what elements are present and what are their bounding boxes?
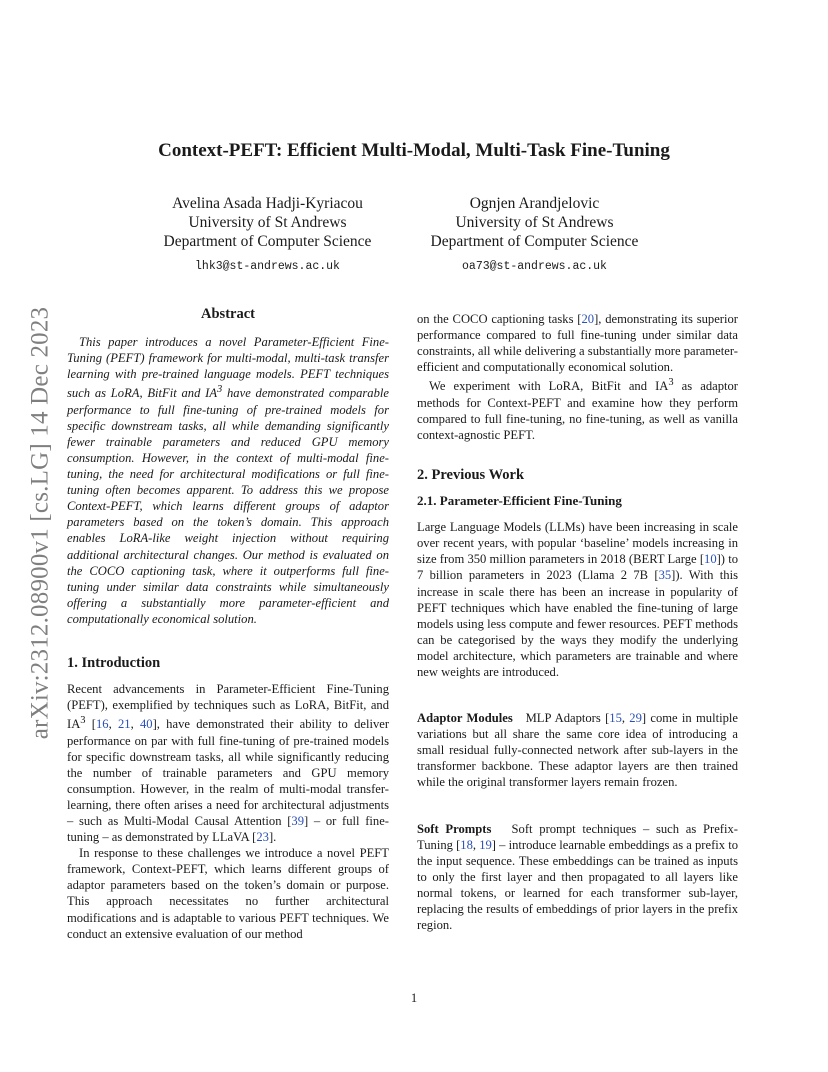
citation-link[interactable]: 23 <box>256 830 269 845</box>
author-affiliation: University of St Andrews <box>188 214 347 231</box>
author-email[interactable]: oa73@st-andrews.ac.uk <box>462 260 607 273</box>
text-run: [ <box>85 717 96 732</box>
text-run: Large Language Models (LLMs) have been increasing in scale over recent years, with popular ‘baseline’ models increasing in size from 350 million parameters in 2018 (BERT Large [ <box>417 520 738 567</box>
citation-link[interactable]: 21 <box>118 717 131 732</box>
text-run: ], have demonstrated their ability to deliver performance on par with full fine-tuning of pre-trained models for specific downstream tasks, all while significantly reducing the number of trainable parameters and GPU memory consumption. However, in the realm of multi-modal transfer-learning, there often arises a need for architectural adjustments – such as Multi-Modal Causal Attention [ <box>67 717 390 828</box>
peft-paragraph <box>417 519 738 680</box>
intro-paragraph-1: Recent advancements in Parameter-Efficient Fine-Tuning (PEFT), exemplified by techniques such as LoRA, BitFit, and $IA^3$ [16, 21, 40], have demonstrated their ability to deliver performance on par with full fine-tuning of pre-trained models for specific downstream tasks, all while significantly reducing the number of trainable parameters and GPU memory consumption. However, in the realm of multi-modal transfer-learning, there often arises a need for architectural adjustments – such as Multi-Modal Causal Attention [39] – or full fine-tuning – as demonstrated by LLaVA [23]. <box>67 682 390 845</box>
author-name: Ognjen Arandjelovic <box>469 195 600 212</box>
run-in-heading: Adaptor Modules <box>417 711 513 726</box>
citation-link[interactable]: 15 <box>609 711 622 726</box>
citation-link[interactable]: 20 <box>581 312 595 326</box>
intro-paragraph-4 <box>417 375 738 443</box>
superscript: 3 <box>668 377 674 389</box>
author-affiliation: University of St Andrews <box>455 214 614 231</box>
text-run: ] – or full fine-tuning – as demonstrated by LLaVA [ <box>67 814 389 845</box>
citation-link[interactable]: 18 <box>460 837 473 852</box>
abstract-text-part: This paper introduces a novel Parameter-Efficient Fine-Tuning (PEFT) framework for multi-modal, multi-task transfer learning with pre-trained language models. PEFT techniques such as LoRA, BitFit and IA <box>67 335 389 401</box>
citation-link[interactable]: 16 <box>96 717 109 732</box>
abstract-text <box>67 334 389 627</box>
superscript: 3 <box>80 715 86 727</box>
text-run: ]) to 7 billion parameters in 2023 (Llama 2 7B [ <box>417 552 738 583</box>
text-run: MLP Adaptors [ <box>525 711 610 726</box>
text-run: Recent advancements in Parameter-Efficient Fine-Tuning (PEFT), exemplified by techniques such as LoRA, BitFit, and IA <box>67 682 389 732</box>
arxiv-sidebar <box>20 285 60 760</box>
text-run: ]. <box>268 830 277 845</box>
abstract-heading: Abstract <box>201 306 255 322</box>
citation-link[interactable]: 35 <box>658 568 672 583</box>
author-name: Avelina Asada Hadji-Kyriacou <box>172 195 363 212</box>
right-column <box>417 311 738 933</box>
abstract-text-part: have demonstrated comparable performance to full fine-tuning of pre-trained models for specific downstream tasks, all while demanding significantly fewer trainable parameters and reduced GPU memory consumption. However, in the context of multi-modal fine-tuning, the need for architectural modifications or full fine-tuning often becomes apparent. To address this we propose Context-PEFT, which learns different groups of adaptor parameters based on the token’s domain. This approach enables LoRA-like weight injection without requiring additional architectural changes. Our method is evaluated on the COCO captioning task, where it outperforms full fine-tuning under similar data constraints while simultaneously offering a substantially more parameter-efficient and computationally economical solution. <box>67 386 389 626</box>
text-run: as adaptor methods for Context-PEFT and examine how they perform compared to full fine-tuning, no fine-tuning, as well as vanilla context-agnostic PEFT. <box>417 379 738 442</box>
text-run: We experiment with LoRA, BitFit and IA <box>429 379 669 394</box>
superscript: 3 <box>217 384 223 396</box>
text-run: Soft prompt techniques – such as Prefix-Tuning [ <box>417 821 738 852</box>
left-column <box>67 306 389 942</box>
subsection-heading-peft: 2.1. Parameter-Efficient Fine-Tuning <box>417 493 622 509</box>
paper-title: Context-PEFT: Efficient Multi-Modal, Multi-Task Fine-Tuning <box>158 140 670 161</box>
citation-link[interactable]: 40 <box>140 717 153 732</box>
citation-link[interactable]: 19 <box>479 837 492 852</box>
author-department: Department of Computer Science <box>163 233 372 250</box>
author-block-1 <box>150 194 385 276</box>
section-heading-previous-work: 2. Previous Work <box>417 466 525 483</box>
author-department: Department of Computer Science <box>430 233 639 250</box>
arxiv-identifier: arXiv:2312.08900v1 [cs.LG] 14 Dec 2023 <box>26 306 54 739</box>
text-run: ] come in multiple variations but all share the same core idea of introducing a small residual fully-connected network after sub-layers in the transformer backbone. These adaptor layers are then trained while the original transformer layers remain frozen. <box>417 711 738 790</box>
soft-prompts-paragraph: Soft Prompts Soft prompt techniques – such as Prefix-Tuning [18, 19] – introduce learnable embeddings as a prefix to the input sequence. These embeddings can be trained as inputs to only the first layer and then propagated to all layers like normal tokens, or learned for each transformer sub-layer, replacing the results of embeddings of prior layers in the prefix region. <box>417 821 739 933</box>
author-block-2 <box>417 194 652 276</box>
author-email[interactable]: lhk3@st-andrews.ac.uk <box>195 260 340 273</box>
citation-link[interactable]: 10 <box>704 552 717 567</box>
text-run: on the COCO captioning tasks [ <box>417 312 582 326</box>
text-run: ]). With this increase in scale there has been an increase in popularity of PEFT techniques which have enabled the fine-tuning of large models using less compute and fewer resources. PEFT methods can be categorised by the ways they modify the underlying model architecture, which parameters are trainable and where new weights are introduced. <box>417 568 738 679</box>
intro-paragraph-2: In response to these challenges we introduce a novel PEFT framework, Context-PEFT, which learns different groups of adaptor parameters based on the token’s domain or purpose. This approach necessitates no further architectural modifications and is adaptable to various PEFT techniques. We conduct an extensive evaluation of our method <box>67 846 389 941</box>
adaptor-modules-paragraph: Adaptor Modules MLP Adaptors [15, 29] come in multiple variations but all share the same core idea of introducing a small residual fully-connected network after sub-layers in the transformer backbone. These adaptor layers are then trained while the original transformer layers remain frozen. <box>417 711 738 790</box>
text-run: ] – introduce learnable embeddings as a prefix to the input sequence. These embeddings can be trained as inputs to only the first layer and then propagated to all layers like normal tokens, or learned for each transformer sub-layer, replacing the results of embeddings of prior layers in the prefix region. <box>417 837 739 933</box>
page-number: 1 <box>410 991 418 1005</box>
citation-link[interactable]: 29 <box>629 711 642 726</box>
section-heading-introduction: 1. Introduction <box>67 654 161 671</box>
text-run: ], demonstrating its superior performance compared to full fine-tuning under similar data constraints, all while delivering a substantially more parameter-efficient and computationally economical solution. <box>417 312 738 375</box>
citation-link[interactable]: 39 <box>291 814 304 828</box>
intro-paragraph-3 <box>417 311 738 375</box>
run-in-heading: Soft Prompts <box>417 821 492 836</box>
